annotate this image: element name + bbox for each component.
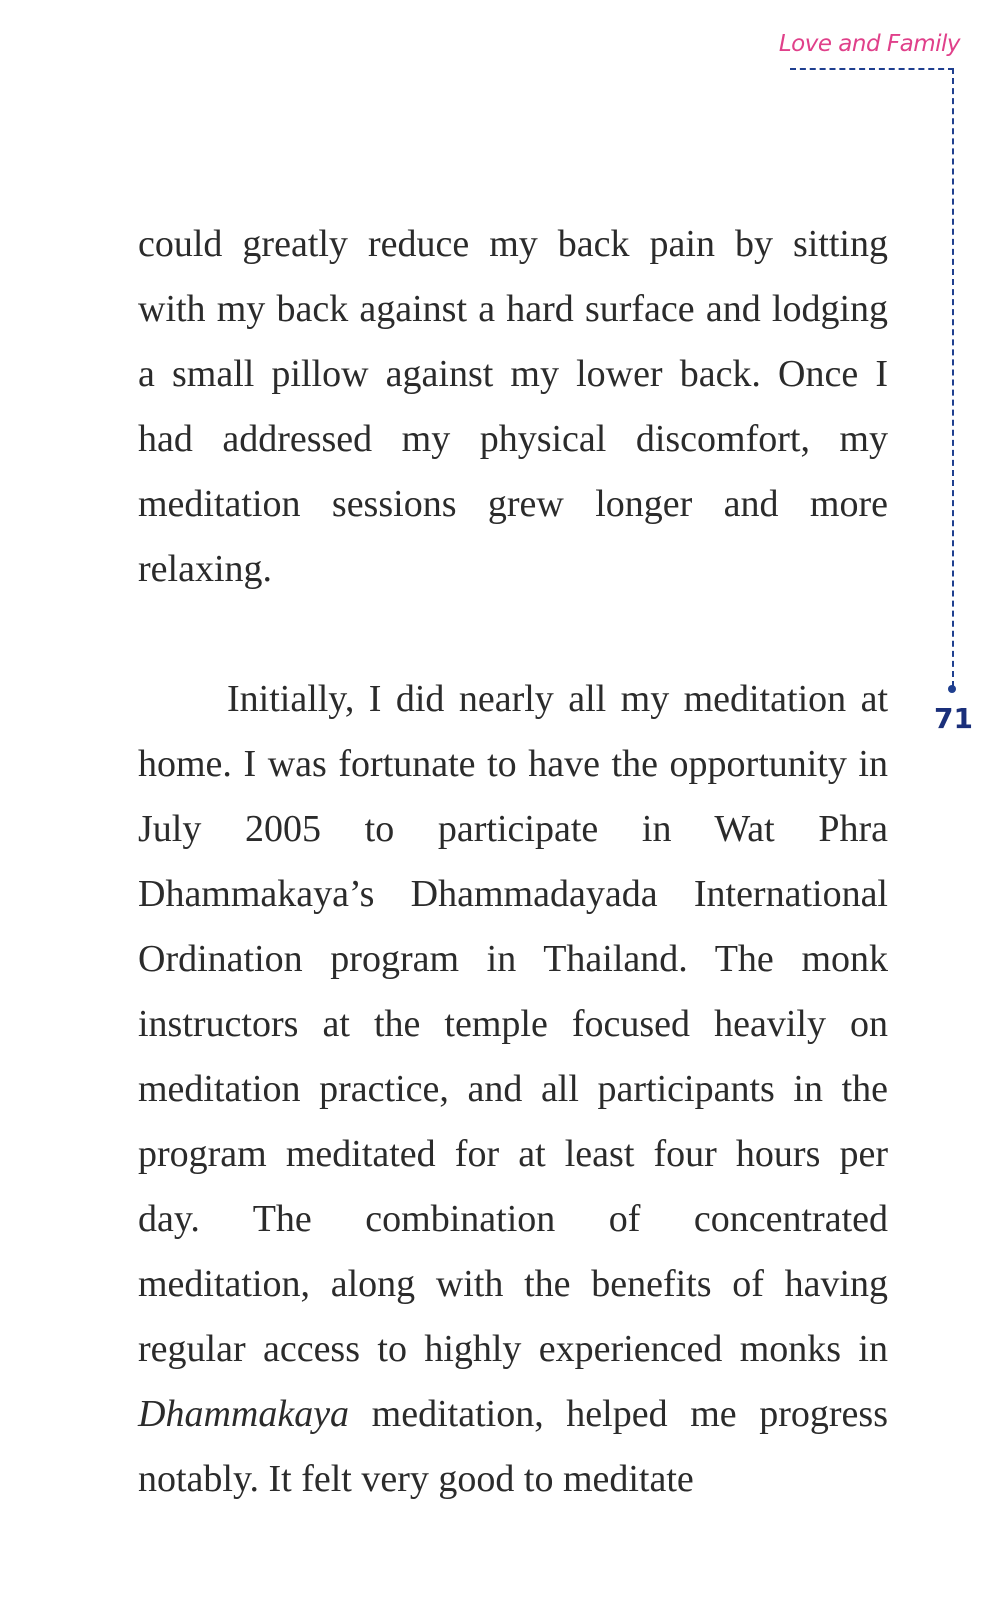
paragraph	[138, 667, 888, 1512]
body-text	[138, 212, 888, 1512]
running-title: Love and Family	[778, 31, 960, 57]
rule-end-dot	[948, 685, 956, 693]
dashed-rule-vertical	[952, 68, 954, 687]
paragraph-text: meditation, helped me progress notably. It felt very good to meditate	[138, 1393, 888, 1500]
paragraph-text: Initially, I did nearly all my meditation at home. I was fortunate to have the opportunity in July 2005 to participate in Wat Phra Dhammakaya’s Dhammadayada International Ordination program in Thailand. The monk instructors at the temple focused heavily on meditation practice, and all participants in the program meditated for at least four hours per day. The combination of concentrated meditation, along with the benefits of having regular access to highly experienced monks in	[138, 678, 888, 1370]
page-number: 71	[934, 702, 973, 735]
paragraph: could greatly reduce my back pain by sitting with my back against a hard surface and lodging a small pillow against my lower back. Once I had addressed my physical discomfort, my meditation sessions grew longer and more relaxing.	[138, 223, 888, 590]
italic-term: Dhammakaya	[138, 1393, 350, 1435]
dashed-rule-horizontal	[790, 68, 954, 70]
